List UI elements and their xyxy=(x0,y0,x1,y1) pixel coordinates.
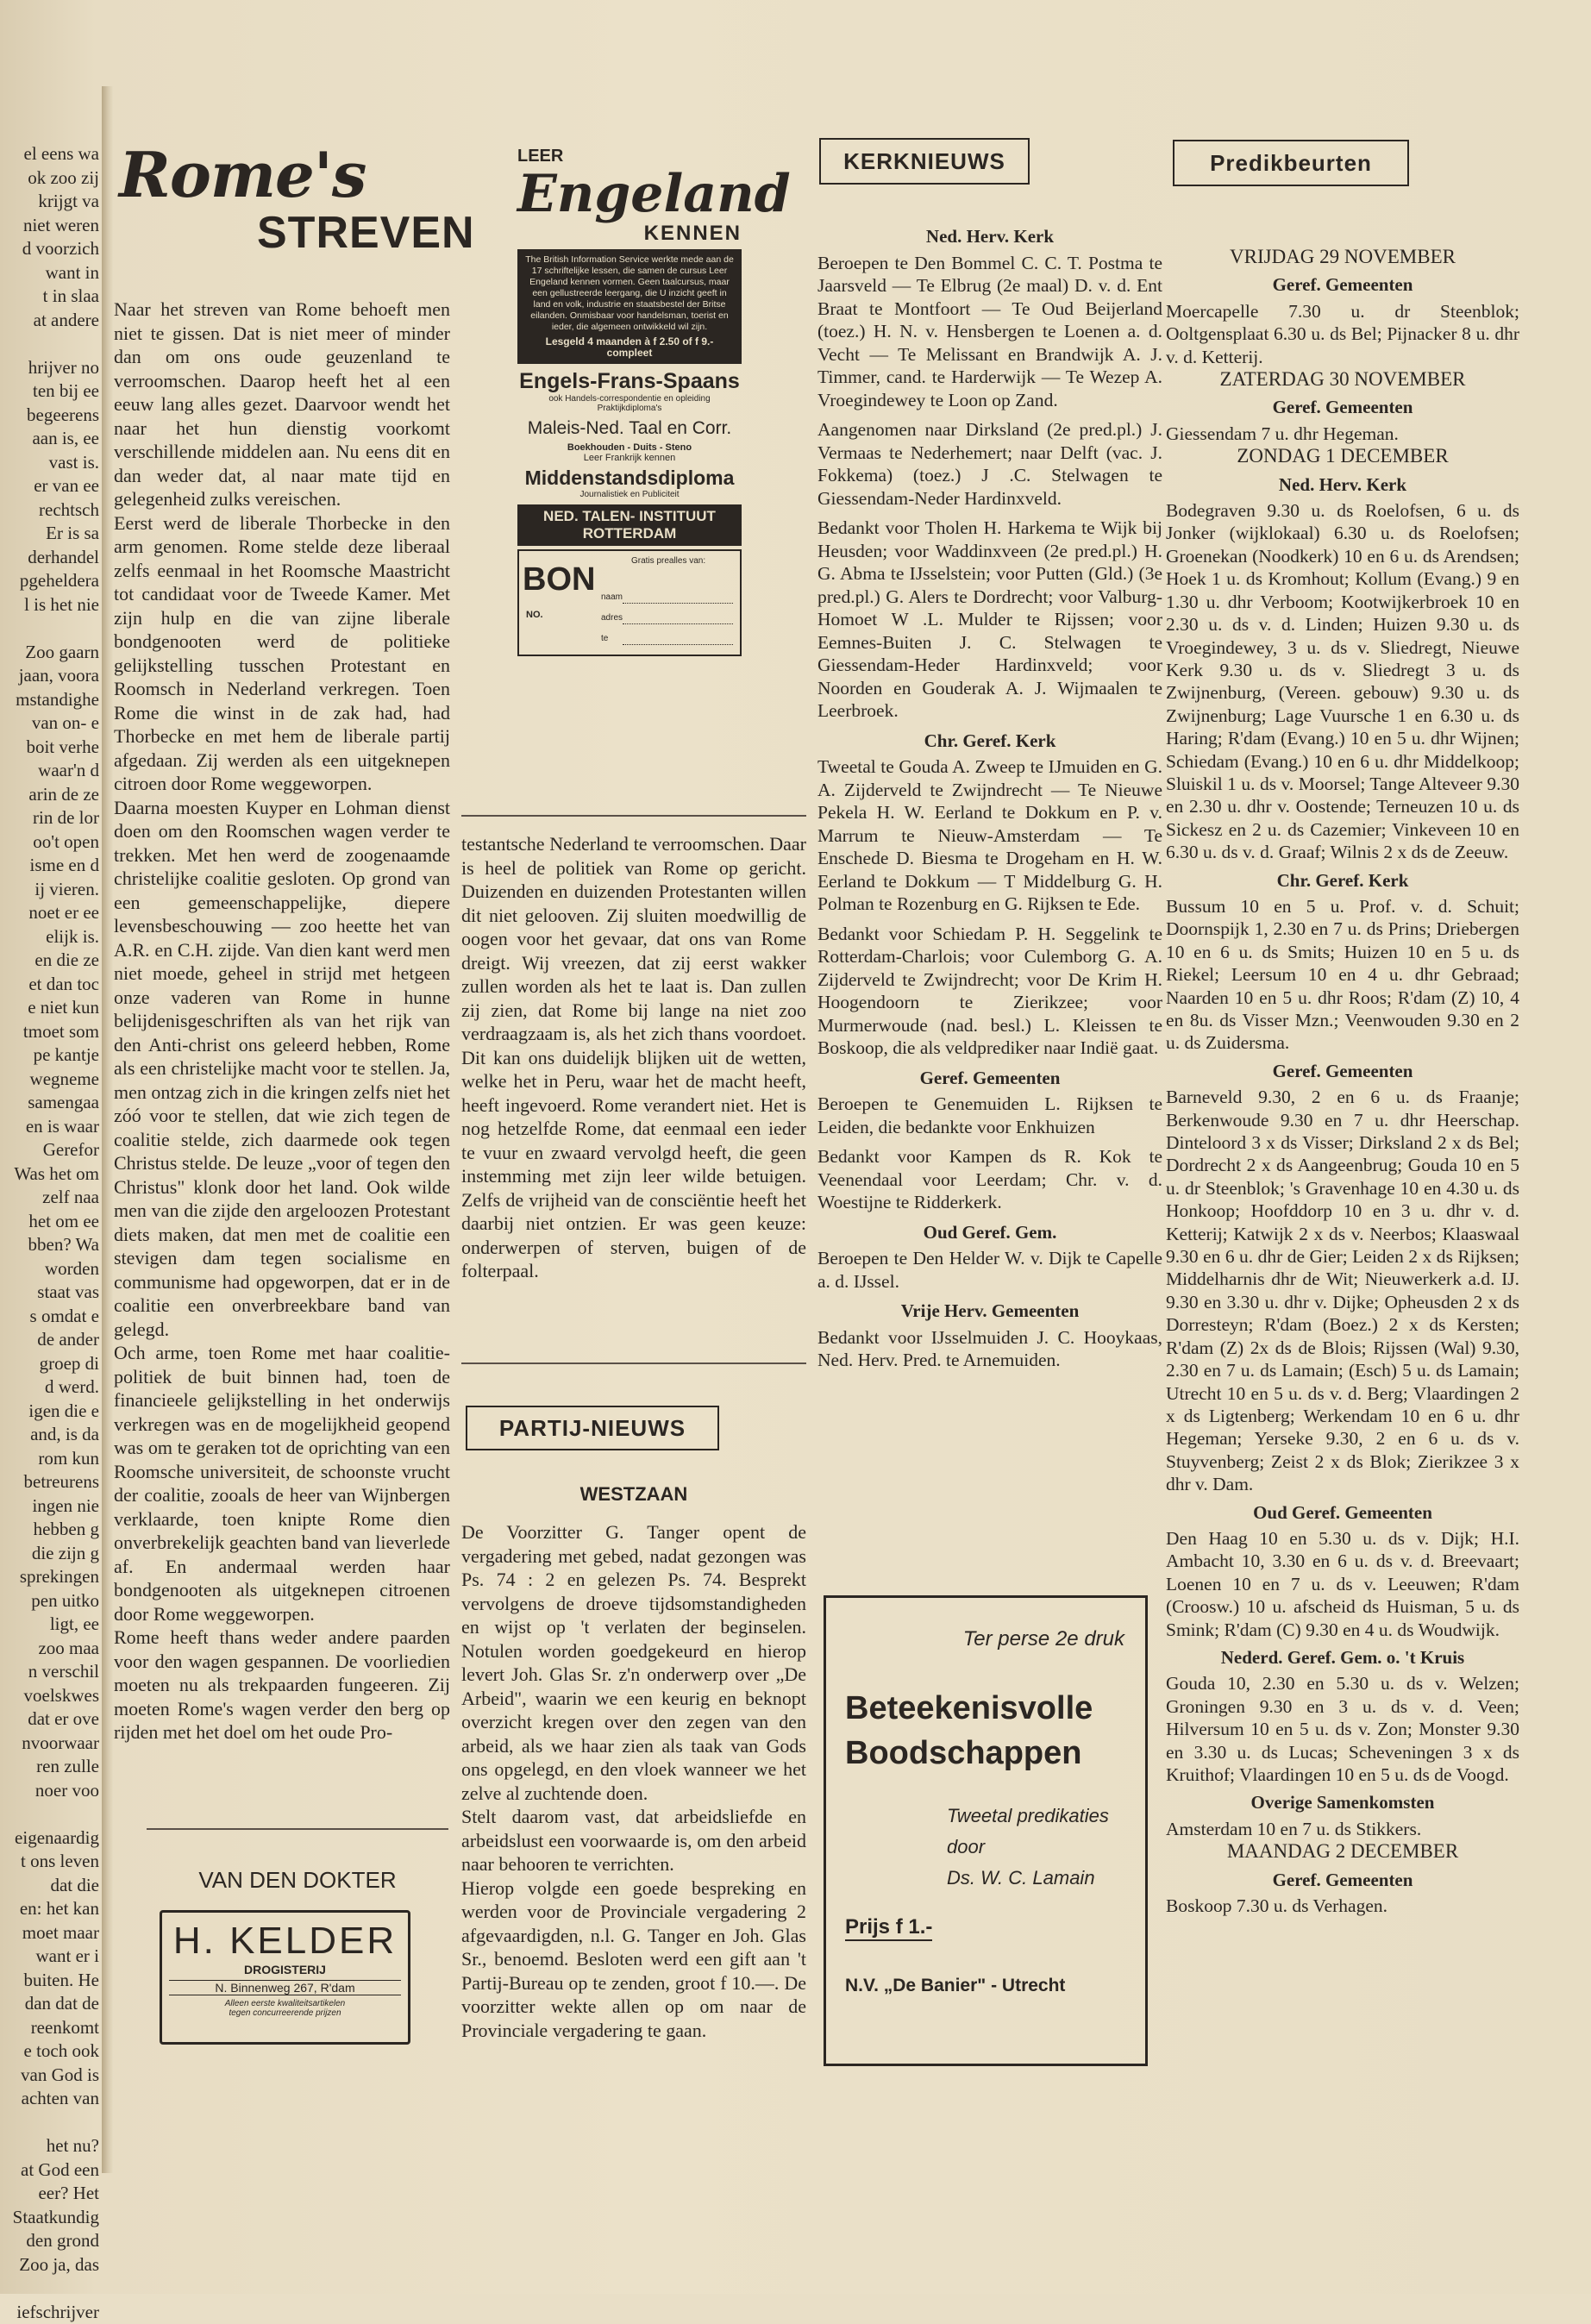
clipped-line: jaan, voora xyxy=(0,664,99,688)
clipped-line: at God een xyxy=(0,2158,99,2183)
clipped-line xyxy=(0,1802,99,1826)
kerk-section-title: Vrije Herv. Gemeenten xyxy=(817,1300,1162,1323)
ad-line4-sub: Journalistiek en Publiciteit xyxy=(517,490,742,499)
clipped-line: er van ee xyxy=(0,474,99,498)
article-paragraph: Naar het streven van Rome behoeft men niet te gissen. Dat is niet meer of minder dan om ons oude geuzenland te verroomschen. Daarop heeft het al een eeuw lang alles gezet. Daarvoor wendt het naar het hun dienstig voorkomt verschillende middelen aan. Nu eens dit en dan weder dat, al naar mate tijd en gelegenheid zulks vereischen. xyxy=(114,298,450,511)
clipped-line xyxy=(0,332,99,356)
ad-price: Lesgeld 4 maanden à f 2.50 of f 9.- compleet xyxy=(524,336,735,359)
dokter-slogan2: tegen concurreerende prijzen xyxy=(162,2008,408,2018)
clipped-line: buiten. He xyxy=(0,1969,99,1993)
clipped-line: voelskwes xyxy=(0,1684,99,1708)
kerk-section-title: Geref. Gemeenten xyxy=(817,1067,1162,1090)
clipped-line: krijgt va xyxy=(0,190,99,214)
predik-day: ZONDAG 1 DECEMBER xyxy=(1166,445,1519,467)
clipped-line: dat die xyxy=(0,1874,99,1898)
clipped-line: worden xyxy=(0,1257,99,1281)
clipped-line: elijk is. xyxy=(0,925,99,949)
clipped-line: el eens wa xyxy=(0,142,99,166)
clipped-line: en is waar xyxy=(0,1115,99,1139)
predikbeurten-column xyxy=(1166,246,1519,1917)
clipped-line: oo't open xyxy=(0,830,99,855)
kerk-paragraph: Bedankt voor Tholen H. Harkema te Wijk bij Heusden; voor Waddinxveen (2e pred.pl.) H. G. Abma te IJsselstein; voor Putten (Gld.) (3e pred.pl.) G. Alers te Dordrecht; voor Valburg-Homoet W .L. Mulder te Rijssen; voor Eemnes-Buiten J. C. Stelwagen te Giessendam-Heder Hardinxveld; voor Noorden en Gouderak A. J. Wijmaalen te Leerbroek. xyxy=(817,517,1162,723)
clipped-line: arin de ze xyxy=(0,783,99,807)
predik-church: Geref. Gemeenten xyxy=(1166,396,1519,418)
predik-church: Oud Geref. Gemeenten xyxy=(1166,1501,1519,1524)
clipped-line: t in slaa xyxy=(0,285,99,309)
predik-day: ZATERDAG 30 NOVEMBER xyxy=(1166,368,1519,391)
clipped-line: n verschil xyxy=(0,1660,99,1684)
article-rome-column-2 xyxy=(461,832,806,1283)
clipped-line: van God is xyxy=(0,2064,99,2088)
coupon-naam: naam xyxy=(601,592,623,602)
clipped-line: zelf naa xyxy=(0,1186,99,1210)
engeland-ad xyxy=(517,147,742,802)
clipped-line: sprekingen xyxy=(0,1565,99,1589)
kerk-paragraph: Aangenomen naar Dirksland (2e pred.pl.) J. Vermaas te Nederhemert; naar Delft (vac. J. Fokkema) (toez.) J .C. Stelwagen te Giessendam-Neder Hardinxveld. xyxy=(817,418,1162,510)
clipped-line: waar'n d xyxy=(0,759,99,783)
clipped-line: et dan toc xyxy=(0,973,99,997)
clipped-line: aan is, ee xyxy=(0,427,99,451)
kerknieuws-heading: KERKNIEUWS xyxy=(819,138,1030,185)
clipped-line: mstandighe xyxy=(0,688,99,712)
predik-church: Ned. Herv. Kerk xyxy=(1166,473,1519,496)
article-paragraph: Eerst werd de liberale Thorbecke in den arm genomen. Rome stelde deze liberaal zelfs eenmaal in het Roomsche Maastricht tot candidaat voor de Tweede Kamer. Met zijn hulp en die van zijne liberale bondgenooten werd de politieke gelijkstelling tusschen Protestant en Roomsch in Nederland verkregen. Toen Rome die winst in de zak had, had Thorbecke en met hem de liberale partij afgedaan. Zij werden als een uitgeknepen citroen door Rome weggeworpen. xyxy=(114,511,450,796)
clipped-line: dan dat de xyxy=(0,1992,99,2016)
predik-text: Barneveld 9.30, 2 en 6 u. ds Fraanje; Berkenwoude 9.30 en 7 u. dhr Heerschap. Dinteloord 3 x ds Visser; Dirksland 2 x ds Bel; Dordrecht 2 x ds Aangeenbrug; Gouda 10 en 5 u. dr Steenblok; 's Gravenhage 10 en 4.30 u. ds Honkoop; Hoofddorp 10 en 3 u. dhr v. d. Ketterij; Katwijk 2 x ds v. Neerbos; Klaaswaal 9.30 en 6 u. dhr de Gier; Leiden 2 x ds Rijksen; Middelharnis dhr de Wit; Nieuwerkerk a.d. IJ. 9.30 en 3.30 u. dhr v. Dijke; Opheusden 2 x ds Dorresteyn; R'dam (Boez.) 2 x ds Kersten; R'dam (Z) 2x ds de Blois; Rijssen (Wal) 9.30, 2.30 en 7 u. ds Lamain; (Esch) 5 u. ds Lamain; Utrecht 10 en 5 u. ds v. d. Berg; Vlaardingen 2 x ds Ligtenberg; Werkendam 10 en 6 u. dhr Hegeman; Yerseke 9.30, 2 en 6 u. ds v. Stuyvenberg; Zeist 2 x ds Blok; Zierikzee 3 x dhr v. Dam. xyxy=(1166,1086,1519,1495)
clipped-line: pen uitko xyxy=(0,1589,99,1613)
banier-sub3: Ds. W. C. Lamain xyxy=(947,1867,1145,1889)
clipped-line: eer? Het xyxy=(0,2182,99,2206)
clipped-line: rin de lor xyxy=(0,806,99,830)
banier-sub2: door xyxy=(947,1836,1145,1858)
clipped-line: den grond xyxy=(0,2229,99,2253)
predik-text: Den Haag 10 en 5.30 u. ds v. Dijk; H.I. Ambacht 10, 3.30 en 6 u. ds v. d. Breevaart; Loenen 10 en 7 u. ds v. Leeuwen; R'dam (Croosw.) 10 u. afscheid ds Huisman, 5 u. ds Smink; R'dam (C) 9.30 en 4 u. ds Woudwijk. xyxy=(1166,1527,1519,1641)
ad-line3-sub: Leer Frankrijk kennen xyxy=(517,453,742,463)
kerk-paragraph: Bedankt voor Schiedam P. H. Seggelink te Rotterdam-Charlois; voor Culemborg G. A. Zijderveld te Zwijndrecht; voor De Krim H. Hoogendoorn te Zierikzee; voor Murmerwoude (nad. besl.) L. Kleissen te Boskoop, die als veldprediker naar Indië gaat. xyxy=(817,923,1162,1060)
dokter-address: N. Binnenweg 267, R'dam xyxy=(169,1980,401,1995)
clipped-line: noer voo xyxy=(0,1779,99,1803)
ad-line1-sub: ook Handels-correspondentie en opleiding Praktijkdiploma's xyxy=(517,394,742,413)
clipped-line: de ander xyxy=(0,1328,99,1352)
clipped-line: samengaa xyxy=(0,1091,99,1115)
coupon-bon: BON xyxy=(523,561,595,598)
clipped-line: at andere xyxy=(0,309,99,333)
clipped-line: rechtsch xyxy=(0,498,99,523)
banier-ad xyxy=(824,1595,1148,2066)
partij-subheading: WESTZAAN xyxy=(461,1483,806,1506)
clipped-line xyxy=(0,2277,99,2301)
page-fold xyxy=(102,86,114,2173)
predikbeurten-heading: Predikbeurten xyxy=(1173,140,1409,186)
banier-sub1: Tweetal predikaties xyxy=(947,1805,1145,1827)
predik-text: Giessendam 7 u. dhr Hegeman. xyxy=(1166,423,1519,445)
clipped-line: ligt, ee xyxy=(0,1613,99,1637)
clipped-line: Staatkundig xyxy=(0,2206,99,2230)
dokter-name: H. KELDER xyxy=(162,1920,408,1963)
clipped-line: ten bij ee xyxy=(0,379,99,404)
predik-church: Geref. Gemeenten xyxy=(1166,273,1519,296)
clipped-line: van on- e xyxy=(0,711,99,736)
coupon-adres: adres xyxy=(601,613,623,623)
clipped-line: bben? Wa xyxy=(0,1233,99,1257)
clipped-line: ok zoo zij xyxy=(0,166,99,191)
clipped-line: Zoo gaarn xyxy=(0,641,99,665)
ad-line2: Maleis-Ned. Taal en Corr. xyxy=(517,418,742,439)
ad-coupon[interactable] xyxy=(517,549,742,656)
clipped-line: tmoet som xyxy=(0,1020,99,1044)
kerk-paragraph: Bedankt voor IJsselmuiden J. C. Hooykaas, Ned. Herv. Pred. te Arnemuiden. xyxy=(817,1326,1162,1372)
predik-day: VRIJDAG 29 NOVEMBER xyxy=(1166,246,1519,268)
predik-text: Amsterdam 10 en 7 u. ds Stikkers. xyxy=(1166,1818,1519,1840)
ad-intro: The British Information Service werkte mede aan de 17 schriftelijke lessen, die samen de cursus Leer Engeland kennen vormen. Geen taalcursus, maar een gellustreerde leergang, die U inzicht geeft in land en volk, industrie en staatsbestel der Britse eilanden. Onmisbaar voor handelsman, toerist en ieder, die algemeen ontwikkeld wil zijn. Lesgeld 4 maanden à f 2.50 of f 9.- compleet xyxy=(517,249,742,364)
predik-church: Geref. Gemeenten xyxy=(1166,1869,1519,1891)
clipped-line: ij vieren. xyxy=(0,878,99,902)
clipped-line: en die ze xyxy=(0,949,99,973)
kerk-paragraph: Bedankt voor Kampen ds R. Kok te Veenendaal voor Leerdam; Chr. v. d. Woestijne te Ridderkerk. xyxy=(817,1145,1162,1214)
coupon-line-te xyxy=(623,644,733,645)
kerk-paragraph: Beroepen te Den Helder W. v. Dijk te Capelle a. d. IJssel. xyxy=(817,1247,1162,1293)
clipped-line xyxy=(0,617,99,641)
clipped-line: eigenaardig xyxy=(0,1826,99,1851)
clipped-line: pe kantje xyxy=(0,1043,99,1068)
ad-line3: Boekhouden - Duits - Steno xyxy=(517,442,742,453)
clipped-line: vast is. xyxy=(0,451,99,475)
predik-text: Bussum 10 en 5 u. Prof. v. d. Schuit; Doornspijk 1, 2.30 en 7 u. ds Prins; Driebergen 10 en 6 u. ds Smits; Huizen 10 en 5 u. ds Riekel; Leersum 10 en 4 u. dhr Gebraad; Naarden 10 en 5 u. dhr Roos; R'dam (Z) 10, 4 en 8u. ds Visser Mzn.; Veenwouden 9.30 en 2 u. ds Zuidersma. xyxy=(1166,895,1519,1055)
dokter-sub: DROGISTERIJ xyxy=(162,1963,408,1976)
divider-rule xyxy=(147,1828,448,1830)
clipped-line: want in xyxy=(0,261,99,285)
dokter-heading: VAN DEN DOKTER xyxy=(147,1867,448,1894)
coupon-no: NO. xyxy=(526,610,543,620)
clipped-line: het om ee xyxy=(0,1210,99,1234)
clipped-line: wegneme xyxy=(0,1068,99,1092)
clipped-line: Was het om xyxy=(0,1162,99,1187)
clipped-line: zoo maa xyxy=(0,1637,99,1661)
clipped-line: hebben g xyxy=(0,1518,99,1542)
clipped-line: die zijn g xyxy=(0,1542,99,1566)
clipped-line: betreurens xyxy=(0,1470,99,1494)
clipped-line: and, is da xyxy=(0,1423,99,1447)
article-paragraph: Rome heeft thans weder andere paarden voor den wagen gespannen. De voorliedien moeten nu als trekpaarden fungeeren. Zij moeten Rome's wagen verder den berg op rijden met het doel om het oude Pro- xyxy=(114,1626,450,1745)
article-rome-column-1 xyxy=(114,298,450,1745)
ad-institute: NED. TALEN- INSTITUUT ROTTERDAM xyxy=(517,504,742,546)
kerk-paragraph: Beroepen te Genemuiden L. Rijksen te Leiden, die bedankte voor Enkhuizen xyxy=(817,1093,1162,1138)
kerknieuws-column xyxy=(817,220,1162,1379)
kerk-paragraph: Tweetal te Gouda A. Zweep te IJmuiden en G. A. Zijderveld te Zwijndrecht — Te Nieuwe Pekela H. W. Eerland te Dokkum en P. v. Marrum te Nieuw-Amsterdam — Te Enschede D. Biesma te Drogeham en H. W. Eerland te Dokkum — T Middelburg G. H. Polman te Rozenburg en G. Rijksen te Ede. xyxy=(817,755,1162,916)
article-title-script: Rome's xyxy=(119,138,366,211)
banier-title2: Boodschappen xyxy=(845,1731,1145,1776)
clipped-line: Er is sa xyxy=(0,522,99,546)
predik-church: Chr. Geref. Kerk xyxy=(1166,869,1519,892)
predik-text: Gouda 10, 2.30 en 5.30 u. ds v. Welzen; Groningen 9.30 en 3 u. ds v. d. Veen; Hilversum 10 en 5 u. ds v. Zon; Monster 9.30 en 3.30 u. ds Lucas; Scheveningen 3 x ds Kruithof; Vlaardingen 10 en 5 u. ds de Voogd. xyxy=(1166,1672,1519,1786)
clipped-line: begeerens xyxy=(0,404,99,428)
predik-day: MAANDAG 2 DECEMBER xyxy=(1166,1840,1519,1863)
clipped-line: d werd. xyxy=(0,1375,99,1400)
article-title: STREVEN xyxy=(257,207,475,259)
clipped-line: d voorzich xyxy=(0,237,99,261)
divider-rule xyxy=(461,815,806,817)
clipped-line: rom kun xyxy=(0,1447,99,1471)
banier-price: Prijs f 1.- xyxy=(845,1915,932,1941)
kerk-paragraph: Beroepen te Den Bommel C. C. T. Postma te Jaarsveld — Te Elbrug (2e maal) D. v. d. Ent Braat te Montfoort — Te Oud Beijerland (toez.) H. N. v. Hensbergen te Loenen a. d. Vecht — Te Melissant en Brandwijk A. J. Timmer, cand. te Harderwijk — Te Wezep A. Vroegindewey te Loon op Zand. xyxy=(817,252,1162,412)
clipped-line: moet maar xyxy=(0,1921,99,1945)
clipped-line: ren zulle xyxy=(0,1755,99,1779)
partij-heading: PARTIJ-NIEUWS xyxy=(466,1406,719,1450)
clipped-line: hrijver no xyxy=(0,356,99,380)
clipped-line: achten van xyxy=(0,2087,99,2111)
coupon-te: te xyxy=(601,634,608,643)
banier-title1: Beteekenisvolle xyxy=(845,1686,1145,1731)
predik-text: Boskoop 7.30 u. ds Verhagen. xyxy=(1166,1895,1519,1917)
article-paragraph: Och arme, toen Rome met haar coalitie-politiek de buit binnen had, toen de financieele gelijkstelling in het onderwijs verkregen was en de mogelijkheid geopend was om te geraken tot de oprichting van een Roomsche universiteit, de schoonste vrucht der coalitie, zooals de heer van Wijnbergen verklaarde, toen knipte Rome dien onverbrekelijk geachten band van lieverlede af. En andermaal werden haar bondgenooten als uitgeknepen citroenen door Rome weggeworpen. xyxy=(114,1341,450,1626)
clipped-line: reenkomt xyxy=(0,2016,99,2040)
clipped-line: Gerefor xyxy=(0,1138,99,1162)
article-paragraph: testantsche Nederland te verroomschen. Daar is heel de politiek van Rome op gericht. Duizenden en duizenden Protestanten willen dit niet gelooven. Zij sluiten moedwillig de oogen voor het gevaar, dat ons van Rome dreigt. Wij vreezen, dat zij eerst wakker zullen worden als het te laat is. Dan zullen zij zien, dat Rome bij lange na niet zoo verdraagzaam is, als het zich thans voordoet. Dit kan ons duidelijk blijken uit de wetten, welke het in Peru, waar het de macht heeft, heeft ingevoerd. Rome verandert niet. Het is nog hetzelfde Rome, dat eenmaal een ieder te vuur en zwaard vervolgd heeft, die geen instemming met zijn leer wilde betuigen. Zelfs de vrijheid van de consciëntie heeft het daarbij niet ontzien. Er was geen keuze: onderwerpen of sterven, buigen of de folterpaal. xyxy=(461,832,806,1283)
clipped-line: en: het kan xyxy=(0,1897,99,1921)
clipped-line: groep di xyxy=(0,1352,99,1376)
clipped-line: nvoorwaar xyxy=(0,1732,99,1756)
predik-church: Geref. Gemeenten xyxy=(1166,1060,1519,1082)
clipped-line: igen die e xyxy=(0,1400,99,1424)
clipped-line: s omdat e xyxy=(0,1305,99,1329)
clipped-edge-column xyxy=(0,142,99,2324)
clipped-line: niet weren xyxy=(0,214,99,238)
predik-church: Nederd. Geref. Gem. o. 't Kruis xyxy=(1166,1646,1519,1669)
coupon-line-naam xyxy=(623,603,733,604)
clipped-line: t ons leven xyxy=(0,1850,99,1874)
clipped-line: l is het nie xyxy=(0,593,99,617)
clipped-line: iefschrijver xyxy=(0,2301,99,2324)
kerk-section-title: Ned. Herv. Kerk xyxy=(817,225,1162,248)
predik-text: Bodegraven 9.30 u. ds Roelofsen, 6 u. ds Jonker (wijklokaal) 6.30 u. ds Roelofsen; Groenekan (Noodkerk) 10 en 6 u. ds Arendsen; Hoek 1 u. ds Kromhout; Kollum (Evang.) 9 en 1.30 u. dhr Verboom; Kootwijkerbroek 10 en 2.30 u. ds v. d. Linden; Huizen 9.30 u. ds Vroegindewey, 3 u. ds v. Sliedregt, Nieuwe Kerk 9.30 u. ds v. Sliedregt 3 u. ds Zwijnenburg, (Vereen. gebouw) 9.30 u. ds Zwijnenburg; Lage Vuursche 1 en 6.30 u. ds Haring; R'dam (Evang.) 10 en 5 u. dhr Wijnen; Schiedam (Evang.) 10 en 6 u. dhr Middelkoop; Sluiskil 1 u. ds v. Moorsel; Tange Alteveer 9.30 en 2.30 u. dhr v. Oostende; Terneuzen 10 u. ds Sickesz en 2 u. ds Cazemier; Vinkeveen 10 en 6.30 u. ds v. d. Graaf; Wilnis 2 x ds de Zeeuw. xyxy=(1166,499,1519,864)
clipped-line: Zoo ja, das xyxy=(0,2253,99,2277)
clipped-line: e niet kun xyxy=(0,996,99,1020)
clipped-line: boit verhe xyxy=(0,736,99,760)
partij-text: De Voorzitter G. Tanger opent de vergadering met gebed, nadat gezongen was Ps. 74 : 2 en gelezen Ps. 74. Besprekt vervolgens de droeve tijdsomstandigheden en wijst op 't verlaten der beginselen. Notulen worden goedgekeurd en hierop levert Joh. Glas Sr. z'n onderwerp over „De Arbeid", waarin we een keurig en beknopt overzicht kregen over den zegen van den arbeid, als we haar zien als taak van Gods ons opgelegd, en den vloek wanneer we het zelve al zuchtende doen. Stelt daarom vast, dat arbeidsliefde en arbeidslust een voorwaarde is, om den arbeid naar behooren te verrichten. Hierop volgde een goede bespreking en werden voor de Provinciale vergadering 2 afgevaardigden, n.l. G. Tanger en Joh. Glas Sr., benoemd. Besloten werd een gift aan 't Partij-Bureau op te zenden, groot f 10.—. De voorzitter wekte allen op om naar de Provinciale vergadering te gaan. xyxy=(461,1520,806,2042)
clipped-line: want er i xyxy=(0,1945,99,1969)
clipped-line: dat er ove xyxy=(0,1707,99,1732)
clipped-line: isme en d xyxy=(0,854,99,878)
kerk-section-title: Oud Geref. Gem. xyxy=(817,1221,1162,1244)
clipped-line: staat vas xyxy=(0,1281,99,1305)
predik-church: Overige Samenkomsten xyxy=(1166,1791,1519,1813)
ad-engeland-script: Engeland xyxy=(517,166,742,222)
article-paragraph: Daarna moesten Kuyper en Lohman dienst doen om den Roomschen wagen verder te trekken. Met hen werd de zoogenaamde christelijke coalitie gesloten. Op grond van een gemeenschappelijke, diepere levensbeschouwing — zoo heette het van A.R. en C.H. zijde. Van dien kant werd men niet moede, geheel in strijd met hetgeen onze vaderen van Rome in hunne belijdenisgeschriften als van het rijk van den Anti-christ ons geleerd hebben, Rome als een christelijke macht voor te stellen. Ja, men ontzag zich in die kringen zelfs niet het zóó voor te stellen, dat wie zich tegen de coalitie stelde, zich daarmede ook tegen Christus stelde. De leuze „voor of tegen den Christus" klonk door het land. Ook wilde men van die zijde den argeloozen Protestant diets maken, dat men met de coalitie een stevigen dam tegen socialisme en communisme had opgeworpen, dat er in de coalitie een onverbreekbare band van gelegd. xyxy=(114,796,450,1342)
clipped-line: noet er ee xyxy=(0,901,99,925)
banier-publisher: N.V. „De Banier" - Utrecht xyxy=(845,1976,1145,1996)
dokter-slogan1: Alleen eerste kwaliteitsartikelen xyxy=(162,1999,408,2008)
clipped-line: het nu? xyxy=(0,2134,99,2158)
clipped-line: pgeheldera xyxy=(0,569,99,593)
clipped-line: ingen nie xyxy=(0,1494,99,1519)
coupon-line-adres xyxy=(623,623,733,624)
ad-leer: LEER xyxy=(517,147,742,166)
kerk-section-title: Chr. Geref. Kerk xyxy=(817,730,1162,753)
clipped-line: e toch ook xyxy=(0,2039,99,2064)
ad-line4: Middenstandsdiploma xyxy=(517,467,742,490)
ad-kennen: KENNEN xyxy=(517,222,742,246)
dokter-ad xyxy=(160,1910,410,2045)
coupon-text: Gratis prealles van: xyxy=(631,556,705,566)
banier-top: Ter perse 2e druk xyxy=(826,1627,1124,1651)
divider-rule xyxy=(461,1362,806,1364)
clipped-line: derhandel xyxy=(0,546,99,570)
ad-line1: Engels-Frans-Spaans xyxy=(517,369,742,394)
clipped-line xyxy=(0,2111,99,2135)
predik-text: Moercapelle 7.30 u. dr Steenblok; Ooltgensplaat 6.30 u. ds Bel; Pijnacker 8 u. dhr v. d. Ketterij. xyxy=(1166,300,1519,368)
